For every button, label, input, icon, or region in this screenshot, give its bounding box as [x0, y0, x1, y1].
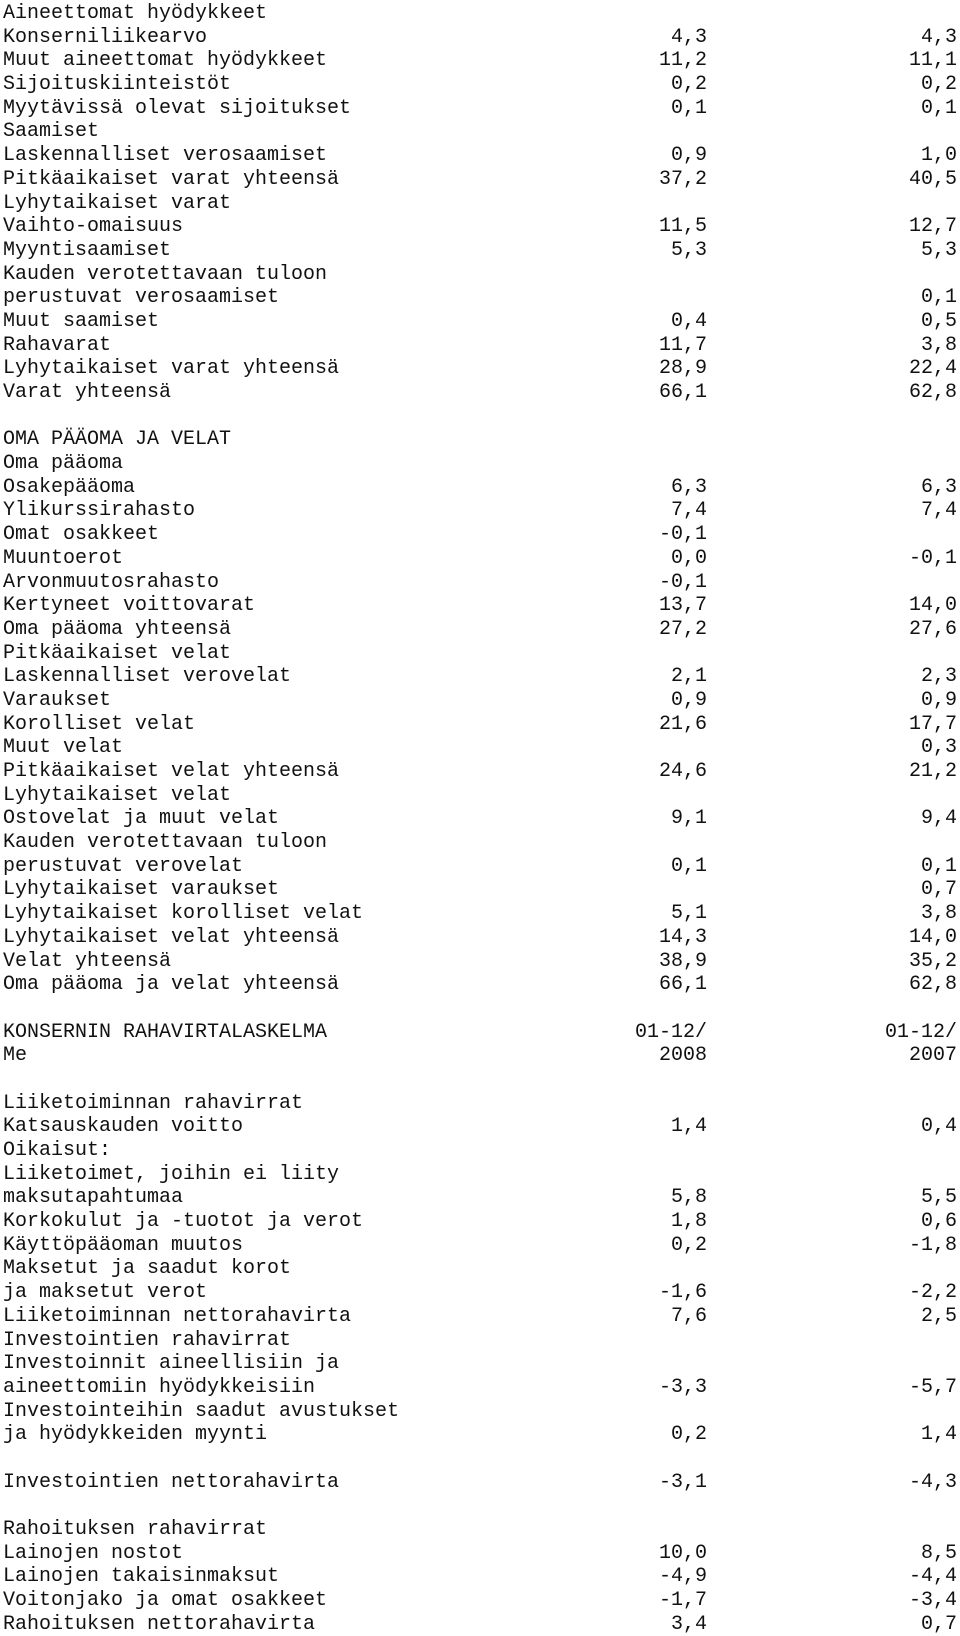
- statement-row: [3, 713, 957, 737]
- statement-row: [3, 902, 957, 926]
- row-label: Lainojen takaisinmaksut: [3, 1565, 280, 1589]
- row-label: Sijoituskiinteistöt: [3, 73, 232, 97]
- value-current-period: 0,2: [670, 1423, 707, 1447]
- statement-row: [3, 1352, 957, 1376]
- statement-row: [3, 1139, 957, 1163]
- value-current-period: 0,9: [670, 688, 707, 712]
- statement-row: [3, 950, 957, 974]
- statement-row: [3, 665, 957, 689]
- row-label: Lyhytaikaiset varat yhteensä: [3, 357, 340, 381]
- value-prior-period: 2,5: [920, 1304, 957, 1328]
- statement-row: [3, 807, 957, 831]
- statement-row: [3, 1423, 957, 1447]
- statement-row: [3, 926, 957, 950]
- value-prior-period: 1,4: [920, 1423, 957, 1447]
- statement-row: [3, 571, 957, 595]
- value-current-period: 9,1: [670, 807, 707, 831]
- row-label: Rahavarat: [3, 333, 112, 357]
- value-prior-period: 22,4: [908, 357, 957, 381]
- value-prior-period: 01-12/: [884, 1020, 957, 1044]
- value-prior-period: 8,5: [920, 1541, 957, 1565]
- row-label: OMA PÄÄOMA JA VELAT: [3, 428, 232, 452]
- value-prior-period: -1,8: [908, 1233, 957, 1257]
- value-current-period: 66,1: [658, 973, 707, 997]
- statement-row: [3, 73, 957, 97]
- statement-row: [3, 1163, 957, 1187]
- financial-statement-document: [3, 2, 957, 1636]
- statement-row: [3, 1589, 957, 1613]
- row-label: KONSERNIN RAHAVIRTALASKELMA: [3, 1020, 328, 1044]
- row-label: ja maksetut verot: [3, 1281, 208, 1305]
- value-current-period: 11,5: [658, 215, 707, 239]
- value-current-period: 2,1: [670, 665, 707, 689]
- value-prior-period: -3,4: [908, 1589, 957, 1613]
- statement-row: [3, 973, 957, 997]
- row-label: Velat yhteensä: [3, 949, 172, 973]
- statement-row: [3, 1471, 957, 1495]
- statement-row: [3, 1257, 957, 1281]
- row-label: Muut saamiset: [3, 309, 160, 333]
- row-label: Muut velat: [3, 736, 124, 760]
- value-prior-period: 1,0: [920, 144, 957, 168]
- row-label: Oma pääoma: [3, 452, 124, 476]
- row-label: Myyntisaamiset: [3, 238, 172, 262]
- value-current-period: 0,2: [670, 73, 707, 97]
- blank-line: [3, 997, 957, 1021]
- row-label: Lyhytaikaiset velat: [3, 783, 232, 807]
- value-current-period: -1,7: [658, 1589, 707, 1613]
- statement-row: [3, 760, 957, 784]
- row-label: Kauden verotettavaan tuloon: [3, 262, 328, 286]
- row-label: Liiketoimet, joihin ei liity: [3, 1162, 340, 1186]
- row-label: maksutapahtumaa: [3, 1186, 184, 1210]
- row-label: Pitkäaikaiset velat yhteensä: [3, 760, 340, 783]
- statement-row: [3, 120, 957, 144]
- value-current-period: 01-12/: [634, 1020, 707, 1044]
- statement-row: [3, 1329, 957, 1353]
- row-label: Investointeihin saadut avustukset: [3, 1399, 400, 1423]
- row-label: Rahoituksen nettorahavirta: [3, 1612, 316, 1636]
- value-current-period: 0,9: [670, 144, 707, 168]
- value-current-period: 0,0: [670, 546, 707, 570]
- value-current-period: -1,6: [658, 1281, 707, 1305]
- row-label: Lyhytaikaiset velat yhteensä: [3, 925, 340, 949]
- statement-row: [3, 736, 957, 760]
- blank-line: [3, 1447, 957, 1471]
- value-prior-period: 12,7: [908, 215, 957, 239]
- statement-row: [3, 286, 957, 310]
- statement-row: [3, 523, 957, 547]
- row-label: Laskennalliset verosaamiset: [3, 144, 328, 168]
- value-current-period: 1,4: [670, 1115, 707, 1139]
- statement-row: [3, 49, 957, 73]
- value-prior-period: 21,2: [908, 760, 957, 783]
- value-prior-period: -5,7: [908, 1375, 957, 1399]
- value-current-period: 6,3: [670, 475, 707, 499]
- row-label: perustuvat verosaamiset: [3, 286, 280, 310]
- statement-row: [3, 168, 957, 192]
- value-prior-period: 0,5: [920, 309, 957, 333]
- value-prior-period: 9,4: [920, 807, 957, 831]
- statement-row: [3, 1234, 957, 1258]
- value-prior-period: 0,1: [920, 96, 957, 120]
- value-current-period: 21,6: [658, 712, 707, 736]
- value-current-period: 66,1: [658, 381, 707, 404]
- value-current-period: 0,2: [670, 1233, 707, 1257]
- value-prior-period: -4,4: [908, 1565, 957, 1589]
- statement-row: [3, 547, 957, 571]
- value-prior-period: 3,8: [920, 902, 957, 926]
- row-label: Korolliset velat: [3, 712, 196, 736]
- row-label: Arvonmuutosrahasto: [3, 570, 220, 594]
- row-label: Käyttöpääoman muutos: [3, 1233, 244, 1257]
- statement-row: [3, 1376, 957, 1400]
- statement-row: [3, 1021, 957, 1045]
- value-current-period: 0,1: [670, 854, 707, 878]
- statement-row: [3, 1210, 957, 1234]
- value-current-period: -4,9: [658, 1565, 707, 1589]
- value-prior-period: 0,7: [920, 878, 957, 902]
- row-label: Liiketoiminnan rahavirrat: [3, 1091, 304, 1115]
- row-label: Investoinnit aineellisiin ja: [3, 1352, 340, 1376]
- value-current-period: 7,6: [670, 1304, 707, 1328]
- value-current-period: 10,0: [658, 1541, 707, 1565]
- value-current-period: 28,9: [658, 357, 707, 381]
- value-prior-period: 5,5: [920, 1186, 957, 1210]
- row-label: Lyhytaikaiset varaukset: [3, 878, 280, 902]
- statement-row: [3, 855, 957, 879]
- row-label: Investointien nettorahavirta: [3, 1470, 340, 1494]
- statement-row: [3, 239, 957, 263]
- value-current-period: -3,3: [658, 1375, 707, 1399]
- statement-row: [3, 1115, 957, 1139]
- row-label: Investointien rahavirrat: [3, 1328, 292, 1352]
- row-label: Me: [3, 1044, 28, 1068]
- statement-row: [3, 618, 957, 642]
- statement-row: [3, 1400, 957, 1424]
- value-prior-period: 0,9: [920, 688, 957, 712]
- value-prior-period: 14,0: [908, 594, 957, 618]
- row-label: Saamiset: [3, 120, 100, 144]
- value-current-period: 5,3: [670, 238, 707, 262]
- value-prior-period: -0,1: [908, 546, 957, 570]
- statement-row: [3, 192, 957, 216]
- statement-row: [3, 594, 957, 618]
- row-label: Muuntoerot: [3, 546, 124, 570]
- statement-row: [3, 499, 957, 523]
- value-current-period: 0,4: [670, 309, 707, 333]
- statement-row: [3, 263, 957, 287]
- value-prior-period: 2,3: [920, 665, 957, 689]
- value-prior-period: 0,4: [920, 1115, 957, 1139]
- row-label: Myytävissä olevat sijoitukset: [3, 96, 352, 120]
- statement-row: [3, 784, 957, 808]
- value-prior-period: 4,3: [920, 25, 957, 49]
- value-prior-period: 0,2: [920, 73, 957, 97]
- row-label: Lyhytaikaiset korolliset velat: [3, 902, 364, 926]
- value-prior-period: 7,4: [920, 499, 957, 523]
- statement-row: [3, 26, 957, 50]
- value-current-period: 0,1: [670, 96, 707, 120]
- value-current-period: 1,8: [670, 1210, 707, 1234]
- statement-row: [3, 642, 957, 666]
- row-label: Kauden verotettavaan tuloon: [3, 831, 328, 855]
- value-prior-period: 40,5: [908, 167, 957, 191]
- row-label: ja hyödykkeiden myynti: [3, 1423, 268, 1447]
- value-current-period: 13,7: [658, 594, 707, 618]
- statement-row: [3, 689, 957, 713]
- value-current-period: 37,2: [658, 167, 707, 191]
- row-label: Varaukset: [3, 688, 112, 712]
- row-label: Korkokulut ja -tuotot ja verot: [3, 1210, 364, 1234]
- row-label: Lyhytaikaiset varat: [3, 191, 232, 215]
- value-current-period: -0,1: [658, 570, 707, 594]
- value-prior-period: 27,6: [908, 617, 957, 641]
- value-prior-period: 0,3: [920, 736, 957, 760]
- statement-row: [3, 1518, 957, 1542]
- value-current-period: 38,9: [658, 949, 707, 973]
- value-prior-period: 2007: [908, 1044, 957, 1068]
- value-current-period: 11,2: [658, 49, 707, 73]
- value-current-period: 5,1: [670, 902, 707, 926]
- statement-row: [3, 334, 957, 358]
- value-current-period: 27,2: [658, 617, 707, 641]
- statement-row: [3, 215, 957, 239]
- row-label: aineettomiin hyödykkeisiin: [3, 1375, 316, 1399]
- statement-row: [3, 1305, 957, 1329]
- statement-row: [3, 357, 957, 381]
- value-current-period: 24,6: [658, 760, 707, 783]
- value-prior-period: 17,7: [908, 712, 957, 736]
- statement-row: [3, 1186, 957, 1210]
- value-prior-period: 5,3: [920, 238, 957, 262]
- statement-row: [3, 1281, 957, 1305]
- statement-row: [3, 1044, 957, 1068]
- value-prior-period: 62,8: [908, 381, 957, 404]
- statement-row: [3, 97, 957, 121]
- statement-row: [3, 452, 957, 476]
- value-prior-period: 62,8: [908, 973, 957, 997]
- row-label: Pitkäaikaiset varat yhteensä: [3, 167, 340, 191]
- row-label: Ylikurssirahasto: [3, 499, 196, 523]
- row-label: Ostovelat ja muut velat: [3, 807, 280, 831]
- statement-row: [3, 310, 957, 334]
- statement-row: [3, 381, 957, 405]
- row-label: Kertyneet voittovarat: [3, 594, 256, 618]
- blank-line: [3, 1068, 957, 1092]
- value-prior-period: 6,3: [920, 475, 957, 499]
- blank-line: [3, 405, 957, 429]
- row-label: Rahoituksen rahavirrat: [3, 1518, 268, 1541]
- value-prior-period: 14,0: [908, 925, 957, 949]
- statement-row: [3, 2, 957, 26]
- blank-line: [3, 1494, 957, 1518]
- value-prior-period: 3,8: [920, 333, 957, 357]
- row-label: Omat osakkeet: [3, 523, 160, 547]
- row-label: Muut aineettomat hyödykkeet: [3, 49, 328, 73]
- row-label: Maksetut ja saadut korot: [3, 1257, 292, 1281]
- statement-row: [3, 1542, 957, 1566]
- row-label: Voitonjako ja omat osakkeet: [3, 1589, 328, 1613]
- row-label: Liiketoiminnan nettorahavirta: [3, 1304, 352, 1328]
- value-current-period: 2008: [658, 1044, 707, 1068]
- value-current-period: -0,1: [658, 523, 707, 547]
- row-label: Oikaisut:: [3, 1139, 112, 1162]
- value-current-period: 5,8: [670, 1186, 707, 1210]
- statement-row: [3, 476, 957, 500]
- row-label: Katsauskauden voitto: [3, 1115, 244, 1139]
- value-current-period: 11,7: [658, 333, 707, 357]
- row-label: Vaihto-omaisuus: [3, 215, 184, 239]
- value-prior-period: 35,2: [908, 949, 957, 973]
- value-current-period: 7,4: [670, 499, 707, 523]
- row-label: Varat yhteensä: [3, 381, 172, 404]
- value-prior-period: 0,7: [920, 1612, 957, 1636]
- statement-row: [3, 428, 957, 452]
- row-label: Oma pääoma ja velat yhteensä: [3, 973, 340, 997]
- value-prior-period: -4,3: [908, 1470, 957, 1494]
- statement-row: [3, 1092, 957, 1116]
- row-label: Aineettomat hyödykkeet: [3, 2, 268, 25]
- row-label: perustuvat verovelat: [3, 854, 244, 878]
- row-label: Osakepääoma: [3, 475, 136, 499]
- value-current-period: -3,1: [658, 1470, 707, 1494]
- statement-row: [3, 878, 957, 902]
- value-prior-period: -2,2: [908, 1281, 957, 1305]
- statement-row: [3, 831, 957, 855]
- row-label: Konserniliikearvo: [3, 25, 208, 49]
- value-prior-period: 11,1: [908, 49, 957, 73]
- row-label: Laskennalliset verovelat: [3, 665, 292, 689]
- value-current-period: 3,4: [670, 1612, 707, 1636]
- row-label: Oma pääoma yhteensä: [3, 617, 232, 641]
- value-prior-period: 0,1: [920, 286, 957, 310]
- row-label: Lainojen nostot: [3, 1541, 184, 1565]
- value-prior-period: 0,1: [920, 854, 957, 878]
- value-current-period: 4,3: [670, 25, 707, 49]
- statement-row: [3, 1565, 957, 1589]
- value-prior-period: 0,6: [920, 1210, 957, 1234]
- statement-row: [3, 144, 957, 168]
- row-label: Pitkäaikaiset velat: [3, 641, 232, 665]
- value-current-period: 14,3: [658, 925, 707, 949]
